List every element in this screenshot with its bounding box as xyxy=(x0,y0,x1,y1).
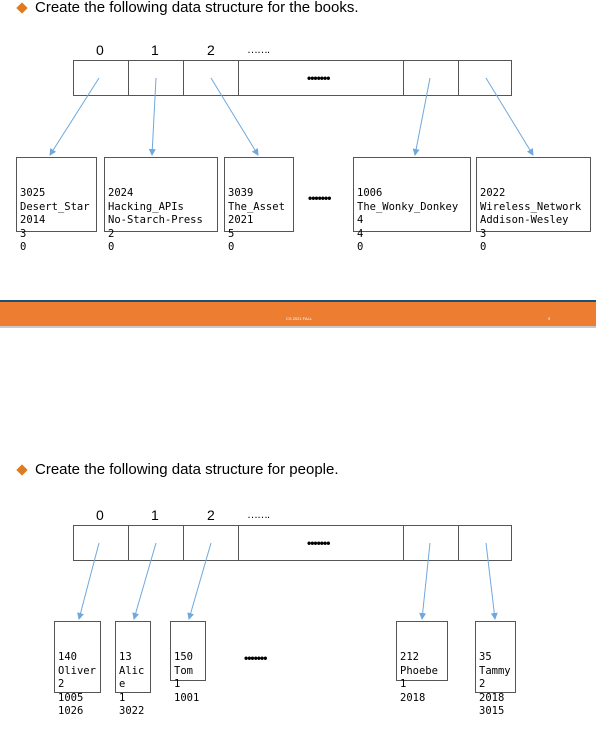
people-records-ellipsis: ••••••• xyxy=(244,651,267,665)
person-pointer-arrow xyxy=(79,543,99,619)
person-record: 13 Alic e 1 3022 xyxy=(115,621,151,693)
slide-footer-title: CS 2021 FALL xyxy=(286,316,313,321)
books-index-ellipsis: ……. xyxy=(247,44,270,56)
person-pointer-arrow xyxy=(422,543,430,619)
books-index-1: 1 xyxy=(151,42,159,58)
books-index-0: 0 xyxy=(96,42,104,58)
book-pointer-arrow xyxy=(211,78,258,155)
book-record: 1006 The_Wonky_Donkey 4 4 0 xyxy=(353,157,471,232)
books-index-2: 2 xyxy=(207,42,215,58)
slide-page-number: 9 xyxy=(548,316,551,321)
book-record: 3039 The_Asset 2021 5 0 xyxy=(224,157,294,232)
books-records-ellipsis: ••••••• xyxy=(308,191,331,205)
person-record: 35 Tammy 2 2018 3015 xyxy=(475,621,516,693)
people-index-0: 0 xyxy=(96,507,104,523)
people-bullet-text: Create the following data structure for people. xyxy=(35,461,339,478)
person-record: 150 Tom 1 1001 xyxy=(170,621,206,681)
book-pointer-arrow xyxy=(152,78,156,155)
book-record: 2024 Hacking_APIs No-Starch-Press 2 0 xyxy=(104,157,218,232)
book-record: 2022 Wireless_Network Addison-Wesley 3 0 xyxy=(476,157,591,232)
people-index-2: 2 xyxy=(207,507,215,523)
person-pointer-arrow xyxy=(189,543,211,619)
people-array-ellipsis: ••••••• xyxy=(307,536,330,550)
book-pointer-arrow xyxy=(50,78,99,155)
book-pointer-arrow xyxy=(486,78,533,155)
person-record: 212 Phoebe 1 2018 xyxy=(396,621,448,681)
book-record: 3025 Desert_Star 2014 3 0 xyxy=(16,157,97,232)
person-pointer-arrow xyxy=(486,543,495,619)
people-index-1: 1 xyxy=(151,507,159,523)
books-bullet-text: Create the following data structure for the books. xyxy=(35,0,359,16)
person-pointer-arrow xyxy=(134,543,156,619)
books-array-ellipsis: ••••••• xyxy=(307,71,330,85)
book-pointer-arrow xyxy=(415,78,430,155)
people-index-ellipsis: ……. xyxy=(247,509,270,521)
person-record: 140 Oliver 2 1005 1026 xyxy=(54,621,101,693)
